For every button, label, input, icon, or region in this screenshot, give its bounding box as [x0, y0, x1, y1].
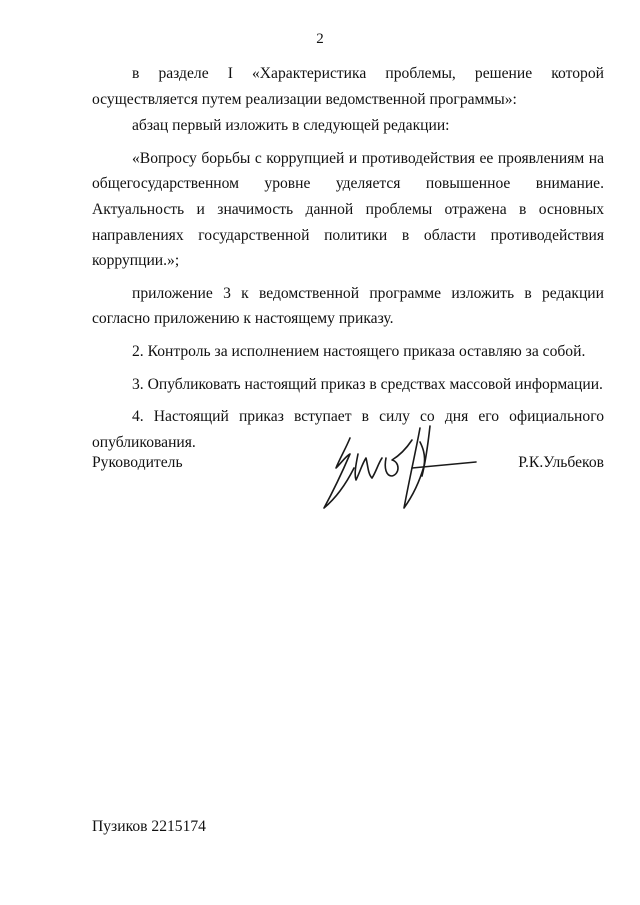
document-body [92, 61, 604, 462]
paragraph-section-reference: в разделе I «Характеристика проблемы, решение которой осуществляется путем реализации ведомственной программы»: [92, 65, 604, 108]
paragraph-first-abzac: абзац первый изложить в следующей редакции: [132, 117, 450, 135]
page-number: 2 [316, 31, 324, 47]
paragraph-quoted-text: «Вопросу борьбы с коррупцией и противодействия ее проявлениям на общегосударственном уровне уделяется повышенное внимание. Актуальность и значимость данной проблемы отражена в основных направлениях государственной политики в области противодействия коррупции.»; [92, 149, 604, 270]
executor-contact: Пузиков 2215174 [92, 818, 206, 835]
handwritten-signature [316, 424, 480, 516]
paragraph-item-4: 4. Настоящий приказ вступает в силу со дня его официального опубликования. [92, 408, 604, 451]
signer-name: Р.К.Ульбеков [518, 454, 604, 471]
paragraph-item-2: 2. Контроль за исполнением настоящего приказа оставляю за собой. [132, 342, 586, 360]
paragraph-item-3: 3. Опубликовать настоящий приказ в средствах массовой информации. [132, 375, 603, 393]
paragraph-appendix: приложение 3 к ведомственной программе изложить в редакции согласно приложению к настоящему приказу. [92, 284, 604, 328]
signer-position: Руководитель [92, 454, 183, 471]
